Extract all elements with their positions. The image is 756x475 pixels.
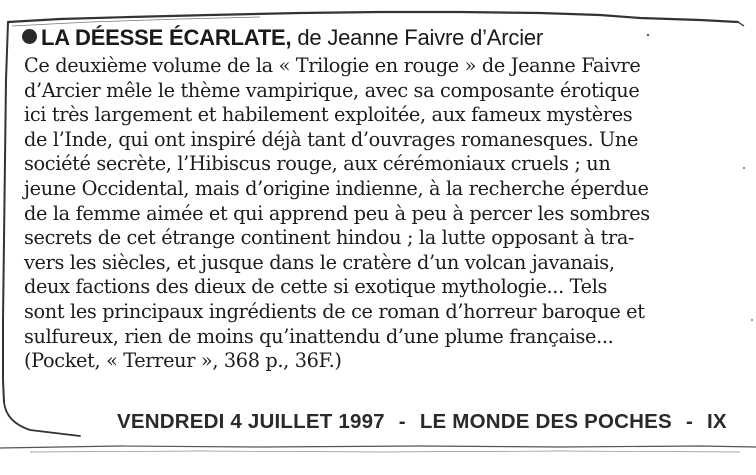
- body-line: d’Arcier mêle le thème vampirique, avec sa composante érotique: [24, 78, 640, 102]
- footer-date: VENDREDI 4 JUILLET 1997: [117, 410, 385, 433]
- body-line: société secrète, l’Hibiscus rouge, aux cérémoniaux cruels ; un: [24, 152, 611, 176]
- footer-separator: -: [685, 410, 693, 433]
- footer-page-number: IX: [706, 410, 727, 433]
- body-line: vers les siècles, et jusque dans le cratère d’un volcan javanais,: [24, 250, 615, 274]
- body-line: deux factions des dieux de cette si exotique mythologie... Tels: [24, 275, 608, 299]
- body-line: sont les principaux ingrédients de ce roman d’horreur baroque et: [24, 299, 645, 323]
- bullet-icon: [22, 29, 37, 44]
- article-author: de Jeanne Faivre d’Arcier: [291, 25, 544, 50]
- body-line: de la femme aimée et qui apprend peu à peu à percer les sombres: [24, 201, 650, 225]
- article-title: LA DÉESSE ÉCARLATE,: [41, 25, 292, 50]
- footer-separator: -: [398, 410, 406, 433]
- body-line: secrets de cet étrange continent hindou ; la lutte opposant à tra-: [24, 226, 635, 250]
- page-footer: [117, 410, 727, 434]
- body-line: de l’Inde, qui ont inspiré déjà tant d’ouvrages romanesques. Une: [24, 127, 639, 151]
- body-line: jeune Occidental, mais d’origine indienne, à la recherche éperdue: [24, 176, 649, 200]
- body-line: (Pocket, « Terreur », 368 p., 36F.): [24, 349, 342, 373]
- article-heading: [22, 25, 742, 51]
- footer-publication: LE MONDE DES POCHES: [419, 410, 672, 433]
- article-body: [24, 54, 750, 374]
- body-line: Ce deuxième volume de la « Trilogie en rouge » de Jeanne Faivre: [24, 54, 641, 77]
- body-line: sulfureux, rien de moins qu’inattendu d’une plume française...: [24, 324, 614, 348]
- body-line: ici très largement et habilement exploitée, aux fameux mystères: [24, 103, 633, 127]
